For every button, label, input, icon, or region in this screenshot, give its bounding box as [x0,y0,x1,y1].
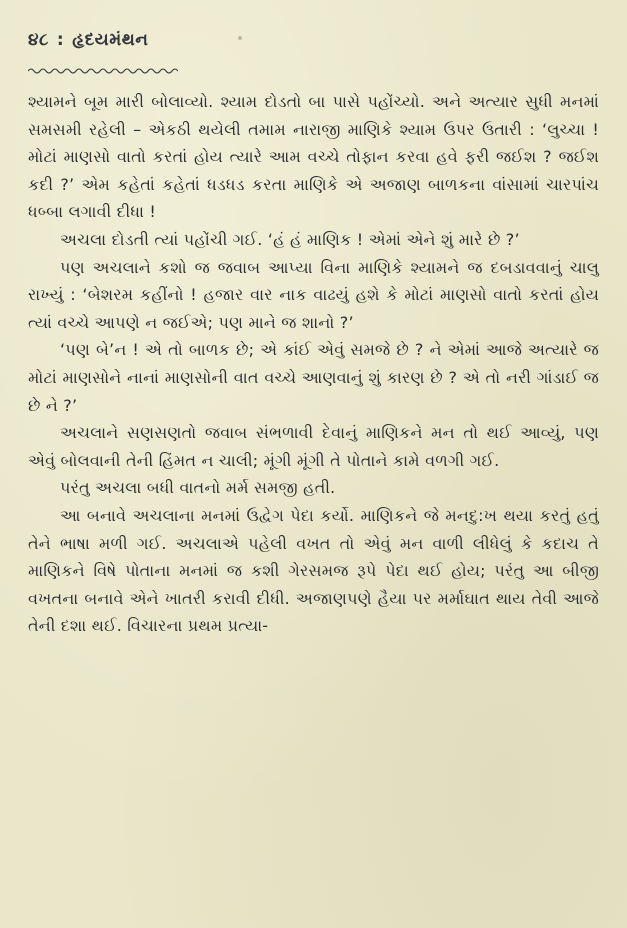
paragraph: શ્યામને બૂમ મારી બોલાવ્યો. શ્યામ દોડતો બા પાસે પહોંચ્યો. અને અત્યાર સુધી મનમાં સમસમી રહેલી – એકઠી થયેલી તમામ નારાજી માણિકે શ્યામ ઉપર ઉતારી : ‘લુચ્ચા ! મોટાં માણસો વાતો કરતાં હોય ત્યારે આમ વચ્ચે તોફાન કરવા હવે ફરી જઈશ ? જઈશ કદી ?’ એમ કહેતાં કહેતાં ધડધડ કરતા માણિકે એ અજાણ બાળકના વાંસામાં ચારપાંચ ધબ્બા લગાવી દીધા ! [28,92,599,222]
paper-speck [238,36,242,40]
paragraph: અચલા દોડતી ત્યાં પહોંચી ગઈ. ‘હં હં માણિક ! એમાં એને શું મારે છે ?’ [60,229,520,249]
page-number: ૪૮ [28,30,49,50]
running-title: હૃદયમંથન [72,30,149,50]
paragraph: પરંતુ અચલા બધી વાતનો મર્મ સમજી હતી. [60,478,336,498]
header-separator: : [56,30,65,50]
paragraph: પણ અચલાને કશો જ જવાબ આપ્યા વિના માણિકે શ્યામને જ દબડાવવાનું ચાલુ રાખ્યું : ‘બેશરમ કહીંનો ! હજાર વાર નાક વાઢયું હશે કે મોટાં માણસો વાતો કરતાં હોય ત્યાં વચ્ચે આપણે ન જઈએ; પણ માને જ શાનો ?’ [28,257,599,332]
page-header [28,30,599,64]
wavy-underline-icon [28,66,178,76]
paragraph: અચલાને સણસણતો જવાબ સંભળાવી દેવાનું માણિકને મન તો થઈ આવ્યું, પણ એવું બોલવાની તેની હિંમત ન ચાલી; મૂંગી મૂંગી તે પોતાને કામે વળગી ગઈ. [28,423,599,470]
paragraph: ‘પણ બે’ન ! એ તો બાળક છે; એ કાંઈ એવું સમજે છે ? ને એમાં આજે અત્યારે જ મોટાં માણસોને નાનાં માણસોની વાત વચ્ચે આણવાનું શું કારણ છે ? એ તો નરી ગાંડાઈ જ છે ને ?’ [28,340,599,415]
body-text [28,88,599,640]
paragraph: આ બનાવે અચલાના મનમાં ઉદ્વેગ પેદા કર્યો. માણિકને જે મનદુ:ખ થયા કરતું હતું તેને ભાષા મળી ગઈ. અચલાએ પહેલી વખત તો એવું મન વાળી લીધેલું કે કદાચ તે માણિકને વિષે પોતાના મનમાં જ કશી ગેરસમજ રૂપે પેદા થઈ હોય; પરંતુ આ બીજી વખતના બનાવે એને ખાતરી કરાવી દીધી. અજાણપણે હૈયા પર મર્માઘાત થાય તેવી આજે તેની દશા થઈ. વિચારના પ્રથમ પ્રત્યા- [28,505,599,636]
